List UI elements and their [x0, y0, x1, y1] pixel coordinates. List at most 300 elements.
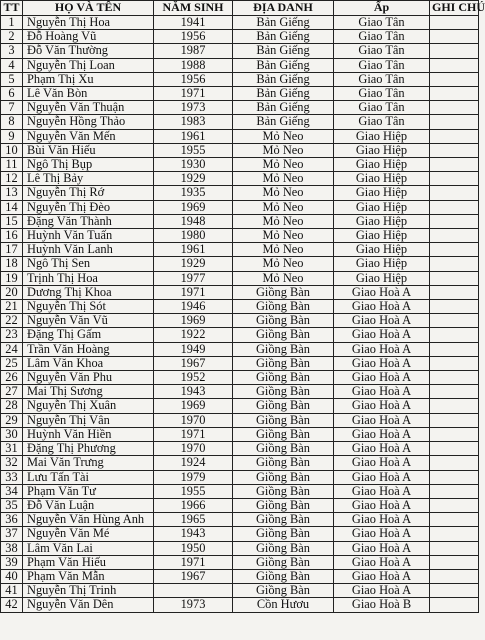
- birth-year: 1929: [154, 172, 233, 186]
- table-row: [1, 356, 479, 370]
- table-row: [1, 101, 479, 115]
- birth-year: 1966: [154, 498, 233, 512]
- birth-year: 1971: [154, 285, 233, 299]
- note-cell: [430, 555, 479, 569]
- place-name: Mỏ Neo: [233, 200, 334, 214]
- row-number: 12: [1, 172, 23, 186]
- table-row: [1, 229, 479, 243]
- table-header-row: [1, 1, 479, 16]
- row-number: 8: [1, 115, 23, 129]
- birth-year: 1969: [154, 200, 233, 214]
- hamlet-name: Giao Hiệp: [334, 172, 430, 186]
- birth-year: 1929: [154, 257, 233, 271]
- hamlet-name: Giao Hoà A: [334, 484, 430, 498]
- place-name: Bản Giếng: [233, 58, 334, 72]
- person-name: Nguyễn Văn Mé: [23, 527, 154, 541]
- note-cell: [430, 243, 479, 257]
- birth-year: 1950: [154, 541, 233, 555]
- person-name: Bùi Văn Hiếu: [23, 143, 154, 157]
- place-name: Mỏ Neo: [233, 257, 334, 271]
- person-name: Nguyễn Thị Trinh: [23, 584, 154, 598]
- note-cell: [430, 371, 479, 385]
- row-number: 1: [1, 16, 23, 30]
- note-cell: [430, 413, 479, 427]
- hamlet-name: Giao Hoà A: [334, 442, 430, 456]
- row-number: 13: [1, 186, 23, 200]
- person-name: Huỳnh Văn Hiền: [23, 427, 154, 441]
- hamlet-name: Giao Hiệp: [334, 243, 430, 257]
- person-name: Phạm Văn Hiếu: [23, 555, 154, 569]
- note-cell: [430, 484, 479, 498]
- table-row: [1, 172, 479, 186]
- row-number: 36: [1, 513, 23, 527]
- note-cell: [430, 143, 479, 157]
- table-row: [1, 200, 479, 214]
- birth-year: 1973: [154, 598, 233, 612]
- row-number: 24: [1, 342, 23, 356]
- note-cell: [430, 87, 479, 101]
- note-cell: [430, 271, 479, 285]
- person-name: Nguyễn Thị Vân: [23, 413, 154, 427]
- table-row: [1, 314, 479, 328]
- row-number: 20: [1, 285, 23, 299]
- row-number: 30: [1, 427, 23, 441]
- place-name: Bản Giếng: [233, 87, 334, 101]
- place-name: Giồng Bàn: [233, 427, 334, 441]
- person-name: Nguyễn Văn Vũ: [23, 314, 154, 328]
- hamlet-name: Giao Hiệp: [334, 257, 430, 271]
- hamlet-name: Giao Tân: [334, 101, 430, 115]
- place-name: Giồng Bàn: [233, 342, 334, 356]
- person-name: Lê Thị Bảy: [23, 172, 154, 186]
- place-name: Mỏ Neo: [233, 271, 334, 285]
- table-row: [1, 257, 479, 271]
- person-name: Ngô Thị Bụp: [23, 158, 154, 172]
- person-name: Ngô Thị Sen: [23, 257, 154, 271]
- person-name: Trần Văn Hoàng: [23, 342, 154, 356]
- birth-year: 1955: [154, 143, 233, 157]
- place-name: Giồng Bàn: [233, 584, 334, 598]
- birth-year: 1969: [154, 314, 233, 328]
- hamlet-name: Giao Tân: [334, 58, 430, 72]
- person-name: Nguyễn Văn Hùng Anh: [23, 513, 154, 527]
- person-name: Phạm Văn Mẫn: [23, 569, 154, 583]
- table-row: [1, 555, 479, 569]
- table-row: [1, 129, 479, 143]
- row-number: 28: [1, 399, 23, 413]
- note-cell: [430, 498, 479, 512]
- row-number: 31: [1, 442, 23, 456]
- person-name: Nguyễn Văn Mến: [23, 129, 154, 143]
- hamlet-name: Giao Hiệp: [334, 186, 430, 200]
- place-name: Bản Giếng: [233, 30, 334, 44]
- table-row: [1, 527, 479, 541]
- birth-year: 1977: [154, 271, 233, 285]
- person-name: Nguyễn Thị Loan: [23, 58, 154, 72]
- place-name: Giồng Bàn: [233, 569, 334, 583]
- header-year: NĂM SINH: [154, 1, 233, 16]
- note-cell: [430, 427, 479, 441]
- table-row: [1, 470, 479, 484]
- place-name: Mỏ Neo: [233, 158, 334, 172]
- person-name: Dương Thị Khoa: [23, 285, 154, 299]
- person-name: Phạm Văn Tư: [23, 484, 154, 498]
- note-cell: [430, 569, 479, 583]
- table-row: [1, 584, 479, 598]
- hamlet-name: Giao Hoà A: [334, 456, 430, 470]
- person-name: Nguyễn Thị Đèo: [23, 200, 154, 214]
- person-name: Nguyễn Văn Dên: [23, 598, 154, 612]
- place-name: Giồng Bàn: [233, 399, 334, 413]
- place-name: Giồng Bàn: [233, 555, 334, 569]
- birth-year: 1943: [154, 385, 233, 399]
- table-row: [1, 158, 479, 172]
- place-name: Giồng Bàn: [233, 328, 334, 342]
- place-name: Mỏ Neo: [233, 143, 334, 157]
- row-number: 7: [1, 101, 23, 115]
- table-row: [1, 285, 479, 299]
- table-row: [1, 186, 479, 200]
- note-cell: [430, 214, 479, 228]
- row-number: 18: [1, 257, 23, 271]
- row-number: 42: [1, 598, 23, 612]
- table-row: [1, 442, 479, 456]
- person-name: Mai Thị Sương: [23, 385, 154, 399]
- birth-year: 1955: [154, 484, 233, 498]
- hamlet-name: Giao Hoà A: [334, 527, 430, 541]
- note-cell: [430, 356, 479, 370]
- place-name: Bản Giếng: [233, 44, 334, 58]
- birth-year: 1970: [154, 413, 233, 427]
- table-row: [1, 427, 479, 441]
- place-name: Giồng Bàn: [233, 385, 334, 399]
- hamlet-name: Giao Tân: [334, 87, 430, 101]
- place-name: Giồng Bàn: [233, 356, 334, 370]
- birth-year: 1952: [154, 371, 233, 385]
- hamlet-name: Giao Hiệp: [334, 271, 430, 285]
- table-row: [1, 456, 479, 470]
- hamlet-name: Giao Tân: [334, 30, 430, 44]
- row-number: 39: [1, 555, 23, 569]
- hamlet-name: Giao Hoà A: [334, 385, 430, 399]
- person-name: Nguyễn Văn Phu: [23, 371, 154, 385]
- place-name: Mỏ Neo: [233, 186, 334, 200]
- note-cell: [430, 158, 479, 172]
- table-row: [1, 143, 479, 157]
- hamlet-name: Giao Hiệp: [334, 214, 430, 228]
- birth-year: 1988: [154, 58, 233, 72]
- row-number: 5: [1, 72, 23, 86]
- note-cell: [430, 527, 479, 541]
- table-row: [1, 399, 479, 413]
- row-number: 14: [1, 200, 23, 214]
- table-row: [1, 413, 479, 427]
- birth-year: 1948: [154, 214, 233, 228]
- table-row: [1, 58, 479, 72]
- person-name: Lưu Tấn Tài: [23, 470, 154, 484]
- note-cell: [430, 30, 479, 44]
- person-name: Lâm Văn Khoa: [23, 356, 154, 370]
- note-cell: [430, 115, 479, 129]
- birth-year: [154, 584, 233, 598]
- place-name: Cồn Hươu: [233, 598, 334, 612]
- person-name: Nguyễn Thị Sót: [23, 300, 154, 314]
- place-name: Giồng Bàn: [233, 300, 334, 314]
- table-row: [1, 115, 479, 129]
- place-name: Giồng Bàn: [233, 513, 334, 527]
- row-number: 9: [1, 129, 23, 143]
- hamlet-name: Giao Hoà A: [334, 413, 430, 427]
- row-number: 17: [1, 243, 23, 257]
- header-ap: Ấp: [334, 1, 430, 16]
- table-row: [1, 569, 479, 583]
- person-name: Đỗ Hoàng Vũ: [23, 30, 154, 44]
- note-cell: [430, 385, 479, 399]
- row-number: 23: [1, 328, 23, 342]
- row-number: 40: [1, 569, 23, 583]
- place-name: Giồng Bàn: [233, 413, 334, 427]
- person-name: Nguyễn Thị Rớ: [23, 186, 154, 200]
- place-name: Giồng Bàn: [233, 314, 334, 328]
- row-number: 32: [1, 456, 23, 470]
- person-name: Đặng Văn Thành: [23, 214, 154, 228]
- place-name: Giồng Bàn: [233, 371, 334, 385]
- header-tt: TT: [1, 1, 23, 16]
- person-name: Phạm Thị Xu: [23, 72, 154, 86]
- row-number: 27: [1, 385, 23, 399]
- person-name: Huỳnh Văn Tuấn: [23, 229, 154, 243]
- row-number: 29: [1, 413, 23, 427]
- birth-year: 1924: [154, 456, 233, 470]
- hamlet-name: Giao Hoà A: [334, 356, 430, 370]
- table-body: [1, 16, 479, 613]
- hamlet-name: Giao Hoà A: [334, 371, 430, 385]
- birth-year: 1941: [154, 16, 233, 30]
- row-number: 41: [1, 584, 23, 598]
- hamlet-name: Giao Hoà A: [334, 285, 430, 299]
- row-number: 11: [1, 158, 23, 172]
- row-number: 16: [1, 229, 23, 243]
- table-row: [1, 72, 479, 86]
- table-row: [1, 243, 479, 257]
- note-cell: [430, 342, 479, 356]
- row-number: 33: [1, 470, 23, 484]
- person-name: Huỳnh Văn Lanh: [23, 243, 154, 257]
- header-place: ĐỊA DANH: [233, 1, 334, 16]
- hamlet-name: Giao Tân: [334, 72, 430, 86]
- birth-year: 1961: [154, 243, 233, 257]
- hamlet-name: Giao Hoà A: [334, 328, 430, 342]
- row-number: 34: [1, 484, 23, 498]
- row-number: 35: [1, 498, 23, 512]
- birth-year: 1956: [154, 72, 233, 86]
- birth-year: 1969: [154, 399, 233, 413]
- table-row: [1, 385, 479, 399]
- note-cell: [430, 399, 479, 413]
- place-name: Giồng Bàn: [233, 484, 334, 498]
- row-number: 3: [1, 44, 23, 58]
- place-name: Giồng Bàn: [233, 442, 334, 456]
- table-row: [1, 16, 479, 30]
- place-name: Mỏ Neo: [233, 172, 334, 186]
- birth-year: 1979: [154, 470, 233, 484]
- person-name: Đỗ Văn Luận: [23, 498, 154, 512]
- note-cell: [430, 584, 479, 598]
- hamlet-name: Giao Hoà A: [334, 569, 430, 583]
- birth-year: 1973: [154, 101, 233, 115]
- hamlet-name: Giao Hoà A: [334, 584, 430, 598]
- note-cell: [430, 300, 479, 314]
- note-cell: [430, 229, 479, 243]
- hamlet-name: Giao Tân: [334, 16, 430, 30]
- note-cell: [430, 186, 479, 200]
- row-number: 25: [1, 356, 23, 370]
- hamlet-name: Giao Hoà A: [334, 399, 430, 413]
- table-row: [1, 484, 479, 498]
- birth-year: 1961: [154, 129, 233, 143]
- table-row: [1, 541, 479, 555]
- table-row: [1, 371, 479, 385]
- place-name: Giồng Bàn: [233, 470, 334, 484]
- hamlet-name: Giao Hiệp: [334, 143, 430, 157]
- row-number: 26: [1, 371, 23, 385]
- note-cell: [430, 598, 479, 612]
- place-name: Mỏ Neo: [233, 243, 334, 257]
- hamlet-name: Giao Hiệp: [334, 158, 430, 172]
- note-cell: [430, 72, 479, 86]
- row-number: 6: [1, 87, 23, 101]
- note-cell: [430, 470, 479, 484]
- table-row: [1, 44, 479, 58]
- birth-year: 1983: [154, 115, 233, 129]
- table-row: [1, 30, 479, 44]
- hamlet-name: Giao Hoà A: [334, 427, 430, 441]
- row-number: 19: [1, 271, 23, 285]
- place-name: Giồng Bàn: [233, 527, 334, 541]
- row-number: 21: [1, 300, 23, 314]
- hamlet-name: Giao Hoà A: [334, 513, 430, 527]
- hamlet-name: Giao Hoà A: [334, 300, 430, 314]
- place-name: Giồng Bàn: [233, 456, 334, 470]
- person-name: Trịnh Thị Hoa: [23, 271, 154, 285]
- place-name: Mỏ Neo: [233, 214, 334, 228]
- birth-year: 1971: [154, 87, 233, 101]
- hamlet-name: Giao Hiệp: [334, 200, 430, 214]
- row-number: 10: [1, 143, 23, 157]
- birth-year: 1935: [154, 186, 233, 200]
- note-cell: [430, 442, 479, 456]
- hamlet-name: Giao Tân: [334, 115, 430, 129]
- header-name: HỌ VÀ TÊN: [23, 1, 154, 16]
- hamlet-name: Giao Hoà A: [334, 342, 430, 356]
- place-name: Mỏ Neo: [233, 129, 334, 143]
- person-name: Nguyễn Thị Hoa: [23, 16, 154, 30]
- birth-year: 1980: [154, 229, 233, 243]
- birth-year: 1967: [154, 356, 233, 370]
- note-cell: [430, 328, 479, 342]
- row-number: 15: [1, 214, 23, 228]
- person-name: Đặng Thị Gấm: [23, 328, 154, 342]
- table-row: [1, 328, 479, 342]
- note-cell: [430, 58, 479, 72]
- place-name: Bản Giếng: [233, 101, 334, 115]
- table-row: [1, 498, 479, 512]
- person-name: Lâm Văn Lai: [23, 541, 154, 555]
- note-cell: [430, 101, 479, 115]
- row-number: 37: [1, 527, 23, 541]
- place-name: Bản Giếng: [233, 72, 334, 86]
- person-name: Nguyễn Hồng Thảo: [23, 115, 154, 129]
- birth-year: 1971: [154, 427, 233, 441]
- table-row: [1, 87, 479, 101]
- hamlet-name: Giao Hoà A: [334, 470, 430, 484]
- hamlet-name: Giao Hoà A: [334, 541, 430, 555]
- birth-year: 1946: [154, 300, 233, 314]
- note-cell: [430, 541, 479, 555]
- birth-year: 1967: [154, 569, 233, 583]
- person-name: Đặng Thị Phương: [23, 442, 154, 456]
- note-cell: [430, 285, 479, 299]
- note-cell: [430, 200, 479, 214]
- table-row: [1, 214, 479, 228]
- row-number: 4: [1, 58, 23, 72]
- table-row: [1, 300, 479, 314]
- birth-year: 1943: [154, 527, 233, 541]
- header-note: GHI CHÚ: [430, 1, 479, 16]
- table-row: [1, 513, 479, 527]
- place-name: Bản Giếng: [233, 115, 334, 129]
- note-cell: [430, 129, 479, 143]
- birth-year: 1949: [154, 342, 233, 356]
- birth-year: 1922: [154, 328, 233, 342]
- hamlet-name: Giao Hiệp: [334, 229, 430, 243]
- hamlet-name: Giao Tân: [334, 44, 430, 58]
- row-number: 22: [1, 314, 23, 328]
- birth-year: 1971: [154, 555, 233, 569]
- birth-year: 1930: [154, 158, 233, 172]
- note-cell: [430, 513, 479, 527]
- place-name: Bản Giếng: [233, 16, 334, 30]
- hamlet-name: Giao Hoà A: [334, 314, 430, 328]
- note-cell: [430, 456, 479, 470]
- hamlet-name: Giao Hoà A: [334, 555, 430, 569]
- row-number: 38: [1, 541, 23, 555]
- person-name: Nguyễn Thị Xuân: [23, 399, 154, 413]
- person-name: Nguyễn Văn Thuận: [23, 101, 154, 115]
- hamlet-name: Giao Hoà B: [334, 598, 430, 612]
- note-cell: [430, 16, 479, 30]
- place-name: Giồng Bàn: [233, 285, 334, 299]
- table-row: [1, 598, 479, 612]
- table-row: [1, 342, 479, 356]
- note-cell: [430, 257, 479, 271]
- hamlet-name: Giao Hoà A: [334, 498, 430, 512]
- birth-year: 1965: [154, 513, 233, 527]
- birth-year: 1956: [154, 30, 233, 44]
- person-name: Lê Văn Bòn: [23, 87, 154, 101]
- birth-year: 1970: [154, 442, 233, 456]
- hamlet-name: Giao Hiệp: [334, 129, 430, 143]
- note-cell: [430, 172, 479, 186]
- note-cell: [430, 314, 479, 328]
- table-row: [1, 271, 479, 285]
- person-name: Mai Văn Trưng: [23, 456, 154, 470]
- row-number: 2: [1, 30, 23, 44]
- place-name: Giồng Bàn: [233, 498, 334, 512]
- birth-year: 1987: [154, 44, 233, 58]
- place-name: Mỏ Neo: [233, 229, 334, 243]
- place-name: Giồng Bàn: [233, 541, 334, 555]
